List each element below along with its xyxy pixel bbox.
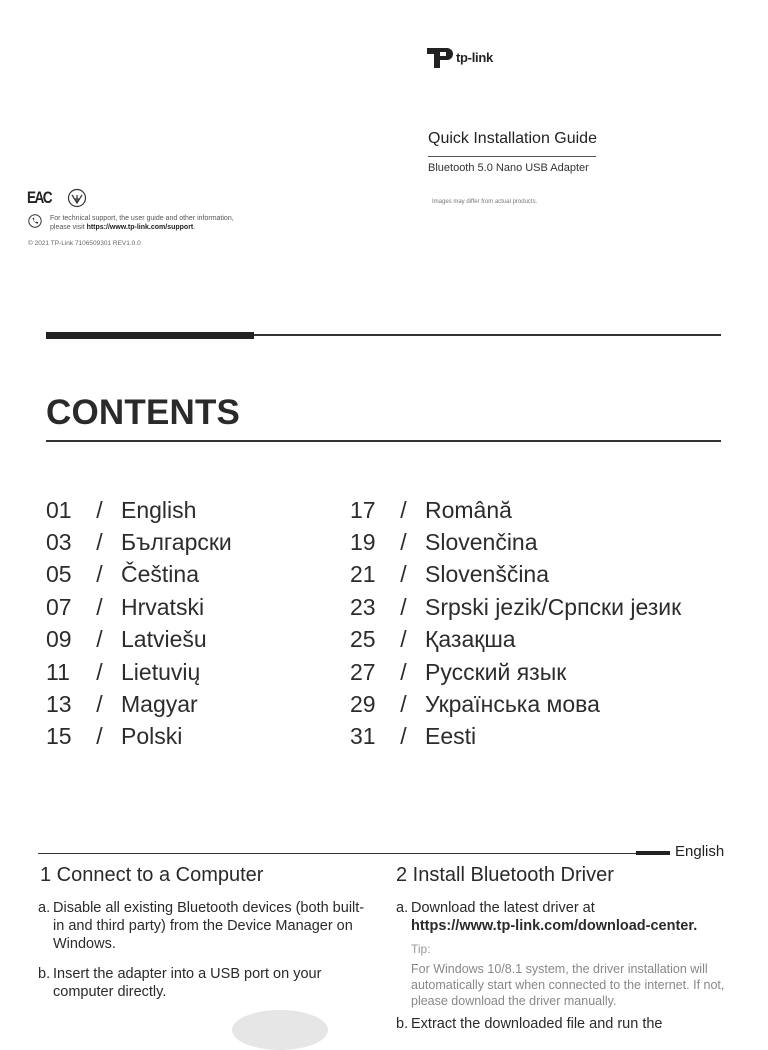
step-2b bbox=[396, 1015, 736, 1033]
toc-language: Lietuvių bbox=[121, 658, 201, 685]
step-label: b. bbox=[396, 1016, 409, 1032]
certification-marks bbox=[27, 188, 87, 208]
toc-entry[interactable] bbox=[350, 624, 681, 656]
toc-page: 19 bbox=[350, 529, 376, 556]
toc-entry[interactable] bbox=[46, 526, 232, 558]
toc-entry[interactable] bbox=[46, 656, 232, 688]
toc-separator: / bbox=[96, 561, 103, 588]
toc-language: English bbox=[121, 496, 197, 523]
toc-entry[interactable] bbox=[46, 721, 232, 753]
toc-separator: / bbox=[400, 529, 407, 556]
guide-title-rule bbox=[428, 156, 596, 157]
toc-language: Polski bbox=[121, 723, 183, 750]
toc-entry[interactable] bbox=[46, 494, 232, 526]
product-name: Bluetooth 5.0 Nano USB Adapter bbox=[428, 162, 589, 174]
toc-separator: / bbox=[96, 658, 103, 685]
support-line-2-suffix: . bbox=[193, 224, 196, 231]
contents-accent-bar bbox=[46, 332, 254, 339]
tp-link-logo bbox=[425, 44, 493, 70]
toc-page: 07 bbox=[46, 593, 72, 620]
toc-separator: / bbox=[96, 529, 103, 556]
step-2-title: 2 Install Bluetooth Driver bbox=[396, 864, 614, 886]
toc-language: Eesti bbox=[425, 723, 477, 750]
step-1b bbox=[38, 965, 368, 1001]
usb-adapter-illustration bbox=[232, 1010, 328, 1050]
guide-title: Quick Installation Guide bbox=[428, 130, 597, 147]
contents-heading: CONTENTS bbox=[46, 393, 241, 432]
toc-separator: / bbox=[96, 626, 103, 653]
toc-entry[interactable] bbox=[46, 624, 232, 656]
toc-entry[interactable] bbox=[46, 559, 232, 591]
toc-separator: / bbox=[96, 691, 103, 718]
toc-separator: / bbox=[400, 691, 407, 718]
support-line-1: For technical support, the user guide and other information, bbox=[50, 215, 234, 222]
support-info bbox=[28, 214, 234, 232]
language-tab: English bbox=[675, 843, 725, 860]
toc-separator: / bbox=[400, 658, 407, 685]
step-label: a. bbox=[38, 900, 51, 916]
toc-language: Slovenščina bbox=[425, 561, 550, 588]
step-2a bbox=[396, 899, 736, 935]
toc-separator: / bbox=[96, 496, 103, 523]
toc-page: 17 bbox=[350, 496, 376, 523]
toc-entry[interactable] bbox=[350, 526, 681, 558]
toc-page: 25 bbox=[350, 626, 376, 653]
toc-language: Slovenčina bbox=[425, 529, 538, 556]
toc-separator: / bbox=[96, 593, 103, 620]
toc-entry[interactable] bbox=[350, 591, 681, 623]
toc-left-column bbox=[46, 494, 232, 753]
toc-separator: / bbox=[400, 496, 407, 523]
logo-text: tp-link bbox=[456, 49, 493, 65]
step-1a bbox=[38, 899, 368, 953]
section-rule bbox=[38, 853, 636, 854]
toc-language: Română bbox=[425, 496, 512, 523]
toc-language: Čeština bbox=[121, 561, 199, 588]
step-text: Insert the adapter into a USB port on your computer directly. bbox=[53, 966, 322, 1000]
support-line-2 bbox=[50, 223, 234, 232]
cert-mark-icon bbox=[67, 188, 87, 208]
toc-entry[interactable] bbox=[350, 559, 681, 591]
toc-page: 01 bbox=[46, 496, 72, 523]
toc-page: 21 bbox=[350, 561, 376, 588]
copyright: © 2021 TP-Link 7106509301 REV1.0.0 bbox=[28, 240, 141, 247]
step-1-title: 1 Connect to a Computer bbox=[40, 864, 264, 886]
toc-language: Srpski jezik/Српски језик bbox=[425, 593, 682, 620]
tip-text: For Windows 10/8.1 system, the driver installation will automatically start when connected to the internet. If not, please download the driver manually. bbox=[411, 962, 725, 1008]
toc-page: 13 bbox=[46, 691, 72, 718]
toc-page: 15 bbox=[46, 723, 72, 750]
toc-entry[interactable] bbox=[46, 688, 232, 720]
toc-page: 23 bbox=[350, 593, 376, 620]
download-center-link[interactable]: https://www.tp-link.com/download-center. bbox=[411, 918, 698, 934]
toc-entry[interactable] bbox=[350, 494, 681, 526]
toc-page: 03 bbox=[46, 529, 72, 556]
contents-top-rule bbox=[254, 334, 721, 336]
support-url[interactable]: https://www.tp-link.com/support bbox=[86, 224, 194, 231]
contents-heading-rule bbox=[46, 440, 721, 442]
language-tab-bar bbox=[636, 851, 670, 855]
toc-entry[interactable] bbox=[350, 721, 681, 753]
tp-link-logo-icon bbox=[425, 44, 453, 70]
toc-page: 27 bbox=[350, 658, 376, 685]
toc-language: Українська мова bbox=[425, 691, 600, 718]
step-text: Extract the downloaded file and run the bbox=[411, 1016, 663, 1032]
toc-page: 05 bbox=[46, 561, 72, 588]
toc-entry[interactable] bbox=[46, 591, 232, 623]
image-disclaimer: Images may differ from actual products. bbox=[432, 199, 538, 205]
step-text-group bbox=[411, 899, 697, 935]
eac-mark: EAC bbox=[27, 188, 51, 207]
toc-right-column bbox=[350, 494, 681, 753]
toc-separator: / bbox=[400, 593, 407, 620]
toc-language: Български bbox=[121, 529, 232, 556]
toc-page: 09 bbox=[46, 626, 72, 653]
toc-separator: / bbox=[400, 626, 407, 653]
support-line-2-prefix: please visit bbox=[50, 224, 87, 231]
toc-language: Latviešu bbox=[121, 626, 207, 653]
toc-language: Hrvatski bbox=[121, 593, 205, 620]
step-label: b. bbox=[38, 966, 51, 982]
toc-separator: / bbox=[400, 561, 407, 588]
step-label: a. bbox=[396, 900, 409, 916]
support-text bbox=[50, 214, 234, 232]
toc-language: Magyar bbox=[121, 691, 198, 718]
step-text: Download the latest driver at bbox=[411, 900, 595, 916]
toc-language: Русский язык bbox=[425, 658, 567, 685]
toc-separator: / bbox=[400, 723, 407, 750]
toc-page: 29 bbox=[350, 691, 376, 718]
toc-page: 31 bbox=[350, 723, 376, 750]
phone-icon bbox=[28, 214, 42, 228]
toc-entry[interactable] bbox=[350, 656, 681, 688]
step-text: Disable all existing Bluetooth devices (both built-in and third party) from the Device Manager on Windows. bbox=[53, 900, 365, 952]
toc-separator: / bbox=[96, 723, 103, 750]
toc-page: 11 bbox=[46, 658, 70, 685]
tip-label: Tip: bbox=[411, 942, 431, 956]
toc-entry[interactable] bbox=[350, 688, 681, 720]
toc-language: Қазақша bbox=[425, 626, 516, 653]
